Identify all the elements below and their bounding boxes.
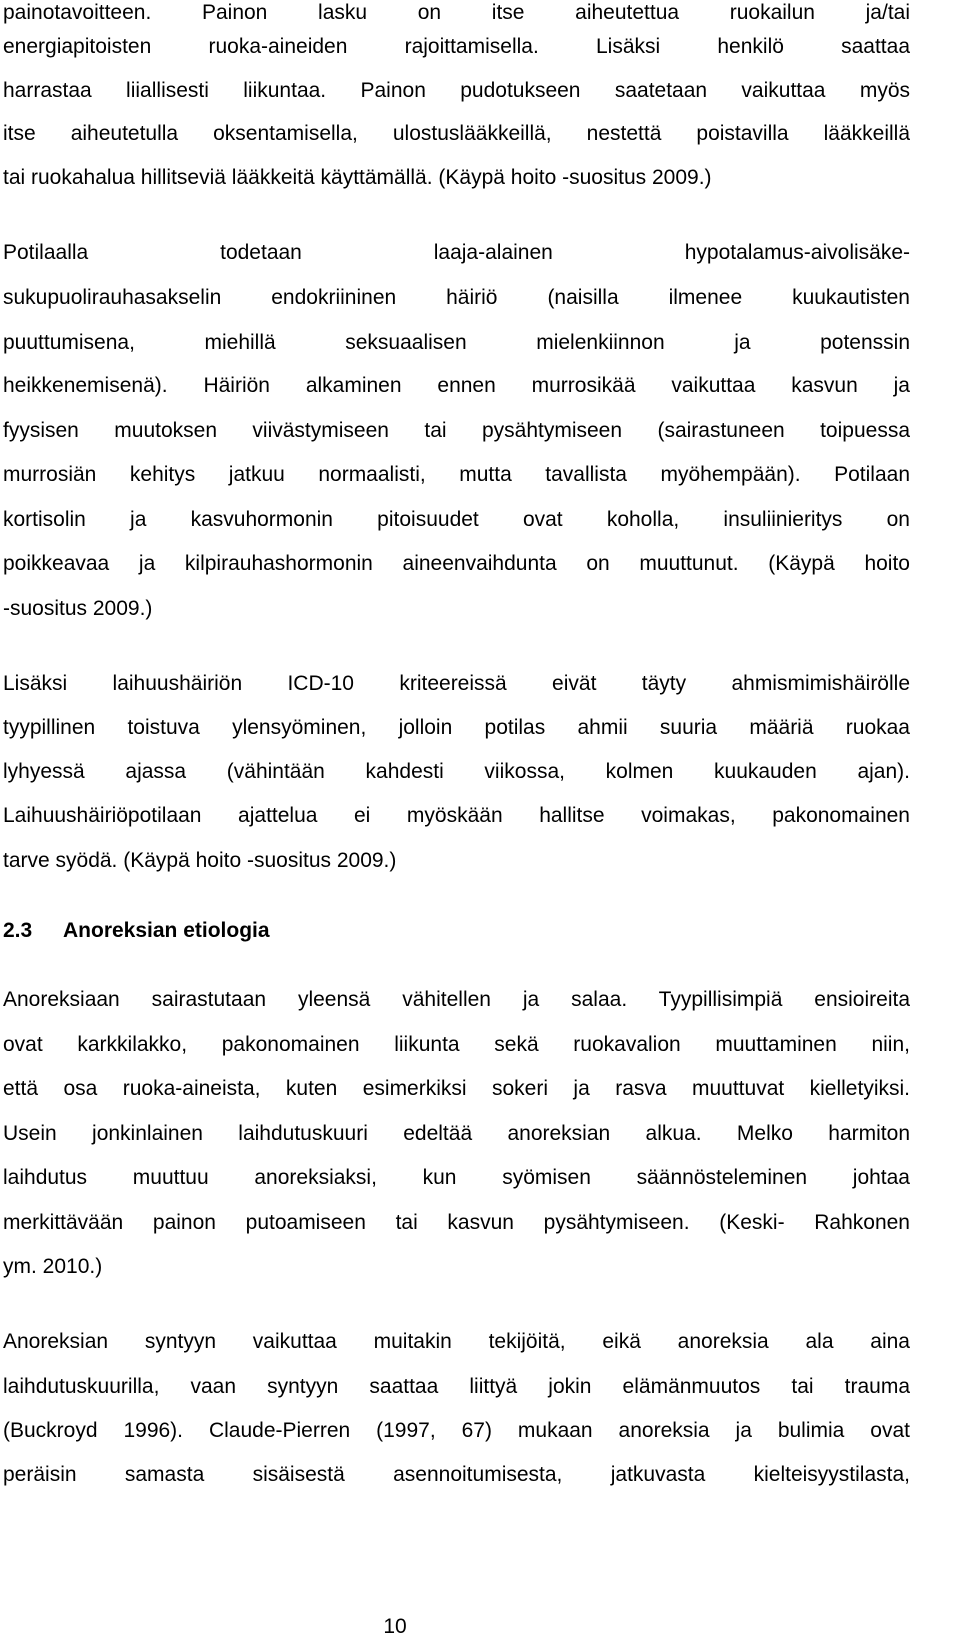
text-line: merkittävään painon putoamiseen tai kasvun pysähtymiseen. (Keski- Rahkonen [3,1211,910,1234]
section-title: Anoreksian etiologia [63,919,270,942]
text-line: laihdutus muuttuu anoreksiaksi, kun syömisen säännösteleminen johtaa [3,1166,910,1189]
section-number: 2.3 [3,919,33,942]
text-line: tai ruokahalua hillitseviä lääkkeitä käyttämällä. (Käypä hoito -suositus 2009.) [3,166,712,189]
text-line: -suositus 2009.) [3,597,153,620]
text-line: murrosiän kehitys jatkuu normaalisti, mutta tavallista myöhempään). Potilaan [3,463,910,486]
text-line: lyhyessä ajassa (vähintään kahdesti viikossa, kolmen kuukauden ajan). [3,760,910,783]
text-line: ovat karkkilakko, pakonomainen liikunta sekä ruokavalion muuttaminen niin, [3,1033,910,1056]
text-line: Lisäksi laihuushäiriön ICD-10 kriteereissä eivät täyty ahmismimishäirölle [3,672,910,695]
text-line: Anoreksian syntyyn vaikuttaa muitakin tekijöitä, eikä anoreksia ala aina [3,1330,910,1353]
text-line: energiapitoisten ruoka-aineiden rajoittamisella. Lisäksi henkilö saattaa [3,35,910,58]
text-line: fyysisen muutoksen viivästymiseen tai pysähtymiseen (sairastuneen toipuessa [3,419,910,442]
text-line: Potilaalla todetaan laaja-alainen hypotalamus-aivolisäke- [3,241,910,264]
page-number: 10 [383,1615,407,1638]
text-line: ym. 2010.) [3,1255,103,1278]
text-line: itse aiheutetulla oksentamisella, ulostuslääkkeillä, nestettä poistavilla lääkkeillä [3,122,910,145]
text-line: Laihuushäiriöpotilaan ajattelua ei myöskään hallitse voimakas, pakonomainen [3,804,910,827]
text-line: peräisin samasta sisäisestä asennoitumisesta, jatkuvasta kielteisyystilasta, [3,1463,910,1486]
text-line: Usein jonkinlainen laihdutuskuuri edeltää anoreksian alkua. Melko harmiton [3,1122,910,1145]
text-line: tyypillinen toistuva ylensyöminen, jolloin potilas ahmii suuria määriä ruokaa [3,716,910,739]
text-line: harrastaa liiallisesti liikuntaa. Painon pudotukseen saatetaan vaikuttaa myös [3,79,910,102]
text-line: heikkenemisenä). Häiriön alkaminen ennen murrosikää vaikuttaa kasvun ja [3,374,910,397]
section-heading [3,918,910,944]
text-line: kortisolin ja kasvuhormonin pitoisuudet ovat koholla, insuliinieritys on [3,508,910,531]
text-line: poikkeavaa ja kilpirauhashormonin aineenvaihdunta on muuttunut. (Käypä hoito [3,552,910,575]
text-line: puuttumisena, miehillä seksuaalisen mielenkiinnon ja potenssin [3,331,910,354]
text-line: sukupuolirauhasakselin endokriininen häiriö (naisilla ilmenee kuukautisten [3,286,910,309]
text-line: (Buckroyd 1996). Claude-Pierren (1997, 67) mukaan anoreksia ja bulimia ovat [3,1419,910,1442]
text-line: laihdutuskuurilla, vaan syntyyn saattaa liittyä jokin elämänmuutos tai trauma [3,1375,910,1398]
text-line: että osa ruoka-aineista, kuten esimerkiksi sokeri ja rasva muuttuvat kielletyiksi. [3,1077,910,1100]
text-line: Anoreksiaan sairastutaan yleensä vähitellen ja salaa. Tyypillisimpiä ensioireita [3,988,910,1011]
text-line: painotavoitteen. Painon lasku on itse aiheutettua ruokailun ja/tai [3,1,910,24]
text-line: tarve syödä. (Käypä hoito -suositus 2009.) [3,849,397,872]
